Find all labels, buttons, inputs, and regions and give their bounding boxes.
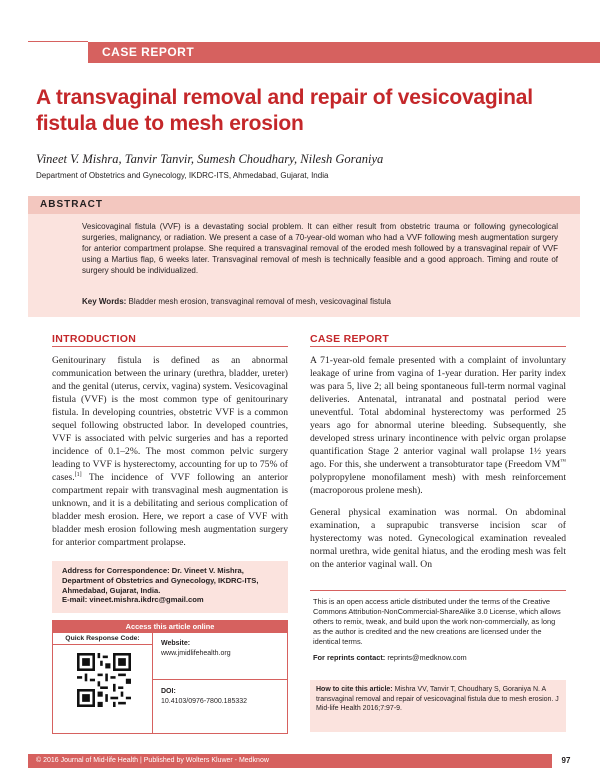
article-title: A transvaginal removal and repair of vesicovaginal fistula due to mesh erosion [36, 86, 533, 135]
abstract-box [28, 196, 580, 317]
qr-label: Quick Response Code: [53, 633, 152, 645]
keywords-text: Bladder mesh erosion, transvaginal removal of mesh, vesicovaginal fistula [128, 297, 391, 306]
introduction-text-b: The incidence of VVF following an anterior compartment repair with transvaginal mesh augmentation is unknown, and it is a debilitating and serious complication of bladder mesh erosion. Here, we report a case of VVF with bladder mesh erosion following mesh augmentation surgery for anterior compartment prolapse. [52, 472, 288, 548]
affiliation: Department of Obstetrics and Gynecology, IKDRC-ITS, Ahmedabad, Gujarat, India [36, 171, 329, 180]
keywords-label: Key Words: [82, 297, 127, 306]
case-report-p1a: A 71-year-old female presented with a complaint of involuntary leakage of urine from vagina of 1-year duration. Her parity index was para 5, live 2; all being spontaneous full-term normal vaginal deliveries. Antenatal, intranatal and postnatal period were uneventful. Total abdominal hysterectomy was performed 25 years ago for abnormal uterine bleeding. Subsequently, she developed stress urinary incontinence with pelvic organ prolapse quantification Stage 2 anterior vaginal wall prolapse 1½ years ago. For this, she underwent a transobturator tape (Freedom VM [310, 355, 566, 470]
citation-text: Mishra VV, Tanvir T, Choudhary S, Goraniya N. A transvaginal removal and repair of vesicovaginal fistula due to mesh erosion. J Mid-life Health 2016;7:97-9. [316, 686, 559, 712]
correspondence-line2: Ahmedabad, Gujarat, India. [62, 585, 161, 595]
correspondence-email[interactable]: E-mail: vineet.mishra.ikdrc@gmail.com [62, 595, 204, 605]
citation-box [310, 680, 566, 732]
header-rule [28, 41, 88, 42]
doi-label: DOI: [161, 688, 176, 695]
website-link[interactable]: www.jmidlifehealth.org [161, 650, 231, 657]
open-access-text: This is an open access article distributed under the terms of the Creative Commons Attribution-NonCommercial-ShareAlike 3.0 License, which allows others to remix, tweak, and build upon the work non-commercially, as long as the author is credited and the new creations are licensed under the identical terms. [313, 597, 561, 646]
case-report-rule [310, 346, 566, 347]
website-block [161, 639, 285, 659]
reprints-label: For reprints contact: [313, 653, 386, 662]
footer-bar: © 2016 Journal of Mid-life Health | Published by Wolters Kluwer - Medknow [28, 754, 552, 768]
open-access-box [310, 590, 566, 670]
correspondence-label: Address for Correspondence: [62, 566, 170, 575]
trademark-symbol: ™ [560, 458, 566, 465]
introduction-text-a: Genitourinary fistula is defined as an abnormal communication between the urinary (urethra, bladder, ureter) and the genital (uterus, cervix, vagina) system. Vesicovaginal fistula (VVF) is the most common type of genitourinary fistula. In developing countries, obstetric VVF is a common sequel following obstructed labor. In developed countries, VVF is associated with pelvic surgeries and has a reported incidence of 0.1–2%. The most common pelvic surgery leading to VVF is hysterectomy, accounting for up to 75% of cases. [52, 355, 288, 483]
reprints-email[interactable]: reprints@medknow.com [385, 653, 467, 662]
keywords [82, 296, 558, 307]
citation-label: How to cite this article: [316, 686, 393, 693]
qr-code-icon[interactable] [77, 653, 131, 707]
section-label: CASE REPORT [88, 42, 600, 63]
case-report-p1b: polypropylene monofilament mesh) with mesh reinforcement (macroporous prolene mesh). [310, 472, 566, 496]
access-box [52, 620, 288, 734]
correspondence-box [52, 561, 288, 613]
website-label: Website: [161, 640, 191, 647]
introduction-rule [52, 346, 288, 347]
doi-block [161, 687, 285, 707]
abstract-heading: ABSTRACT [28, 196, 580, 214]
correspondence-name: Dr. Vineet V. Mishra, [169, 566, 244, 575]
correspondence-line1: Department of Obstetrics and Gynecology, IKDRC-ITS, [62, 575, 259, 585]
access-divider [153, 679, 287, 680]
authors: Vineet V. Mishra, Tanvir Tanvir, Sumesh Choudhary, Nilesh Goraniya [36, 152, 384, 166]
case-report-text [310, 354, 566, 571]
introduction-text [52, 354, 288, 549]
qr-panel [53, 633, 153, 733]
case-report-p2: General physical examination was normal. On abdominal examination, a suprapubic transverse incision scar of hysterectomy was noted. Gynecological examination revealed normal urethra, wide genital hiatus, and the eroding mesh was felt on the anterior vaginal wall. On [310, 507, 566, 570]
abstract-text: Vesicovaginal fistula (VVF) is a devastating social problem. It can either result from obstetric trauma or following gynecological surgeries, malignancy, or radiation. We present a case of a 70-year-old woman who had a VVF following mesh augmentation surgery for anterior compartment prolapse. She required a transvaginal removal of the eroded mesh followed by a transvaginal repair of VVF using a Martius flap, 6 weeks later. Transvaginal removal of mesh is technically feasible and a good approach. Timing and route of surgery should be individualized. [82, 222, 558, 275]
introduction-heading: INTRODUCTION [52, 333, 137, 345]
doi-link[interactable]: 10.4103/0976-7800.185332 [161, 698, 248, 705]
page-number: 97 [561, 756, 571, 765]
reference-1[interactable]: [1] [74, 471, 82, 478]
case-report-heading: CASE REPORT [310, 333, 390, 345]
access-heading: Access this article online [53, 621, 287, 633]
